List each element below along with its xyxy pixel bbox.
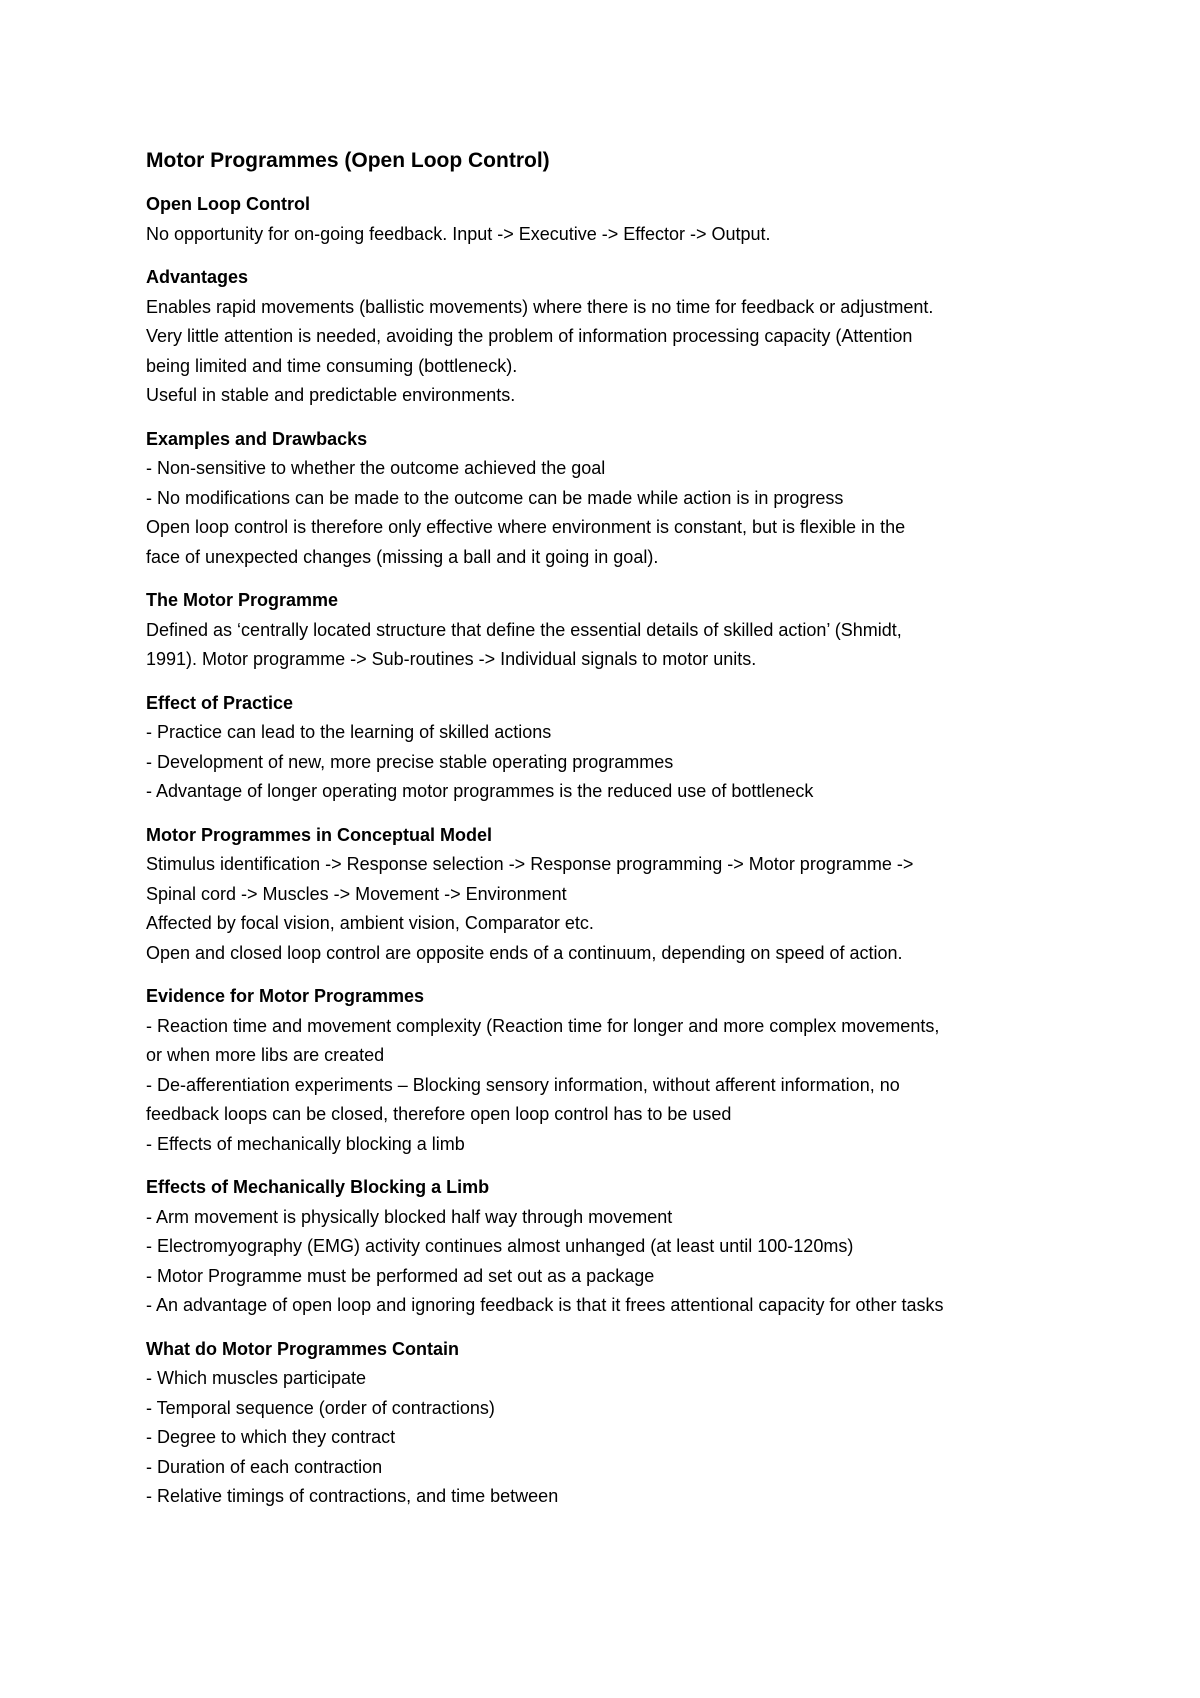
section-heading: Motor Programmes in Conceptual Model [146,824,493,845]
text-line: Enables rapid movements (ballistic movements) where there is no time for feedback or adjustment. [146,296,934,317]
bullet-line: - Duration of each contraction [146,1456,383,1477]
section-what-do-motor-programmes-contain [146,1335,1086,1512]
text-line: Very little attention is needed, avoiding the problem of information processing capacity (Attention [146,326,913,346]
section-advantages [146,263,1086,411]
bullet-line: - No modifications can be made to the outcome can be made while action is in progress [146,487,844,508]
bullet-line: - Relative timings of contractions, and time between [146,1486,559,1506]
section-heading: Evidence for Motor Programmes [146,986,425,1006]
section-the-motor-programme [146,586,1086,675]
bullet-line: - Motor Programme must be performed ad set out as a package [146,1265,655,1286]
text-line: or when more libs are created [146,1045,385,1065]
section-heading: Effect of Practice [146,692,294,713]
section-effect-of-practice [146,689,1086,807]
section-heading: Open Loop Control [146,194,310,214]
text-line: being limited and time consuming (bottleneck). [146,355,518,376]
bullet-line: - Degree to which they contract [146,1427,396,1447]
bullet-line: - Arm movement is physically blocked half way through movement [146,1206,673,1227]
bullet-line: - Which muscles participate [146,1368,367,1388]
bullet-line: - An advantage of open loop and ignoring feedback is that it frees attentional capacity for other tasks [146,1295,944,1315]
bullet-line: - Advantage of longer operating motor programmes is the reduced use of bottleneck [146,781,814,801]
section-heading: The Motor Programme [146,590,339,610]
text-line: No opportunity for on-going feedback. Input -> Executive -> Effector -> Output. [146,223,771,244]
document-title: Motor Programmes (Open Loop Control) [146,149,550,172]
text-line: feedback loops can be closed, therefore open loop control has to be used [146,1104,732,1124]
section-evidence-for-motor-programmes [146,982,1086,1159]
section-heading: What do Motor Programmes Contain [146,1338,460,1359]
text-line: face of unexpected changes (missing a ball and it going in goal). [146,546,659,567]
text-line: Affected by focal vision, ambient vision, Comparator etc. [146,913,594,933]
text-line: Open and closed loop control are opposite ends of a continuum, depending on speed of action. [146,942,903,963]
bullet-line: - Effects of mechanically blocking a limb [146,1133,465,1154]
bullet-line: - Development of new, more precise stable operating programmes [146,751,674,772]
section-open-loop-control [146,190,1086,249]
section-heading: Advantages [146,267,249,287]
text-line: Stimulus identification -> Response selection -> Response programming -> Motor programme -> [146,854,914,874]
section-heading: Examples and Drawbacks [146,428,368,449]
section-conceptual-model [146,821,1086,969]
text-line: Spinal cord -> Muscles -> Movement -> Environment [146,883,567,904]
bullet-line: - Electromyography (EMG) activity continues almost unhanged (at least until 100-120ms) [146,1236,854,1256]
text-line: Open loop control is therefore only effective where environment is constant, but is flexible in the [146,517,906,537]
section-mechanically-blocking-a-limb [146,1173,1086,1321]
section-examples-and-drawbacks [146,425,1086,573]
bullet-line: - De-afferentiation experiments – Blocking sensory information, without afferent information, no [146,1074,900,1095]
bullet-line: - Practice can lead to the learning of skilled actions [146,722,552,742]
section-heading: Effects of Mechanically Blocking a Limb [146,1177,490,1197]
bullet-line: - Temporal sequence (order of contractions) [146,1397,495,1418]
bullet-line: - Non-sensitive to whether the outcome achieved the goal [146,458,606,478]
text-line: Useful in stable and predictable environments. [146,385,516,405]
document-page [146,146,1086,1526]
bullet-line: - Reaction time and movement complexity (Reaction time for longer and more complex movements, [146,1015,940,1036]
text-line: 1991). Motor programme -> Sub-routines -> Individual signals to motor units. [146,649,757,669]
text-line: Defined as ‘centrally located structure that define the essential details of skilled action’ (Shmidt, [146,619,902,640]
